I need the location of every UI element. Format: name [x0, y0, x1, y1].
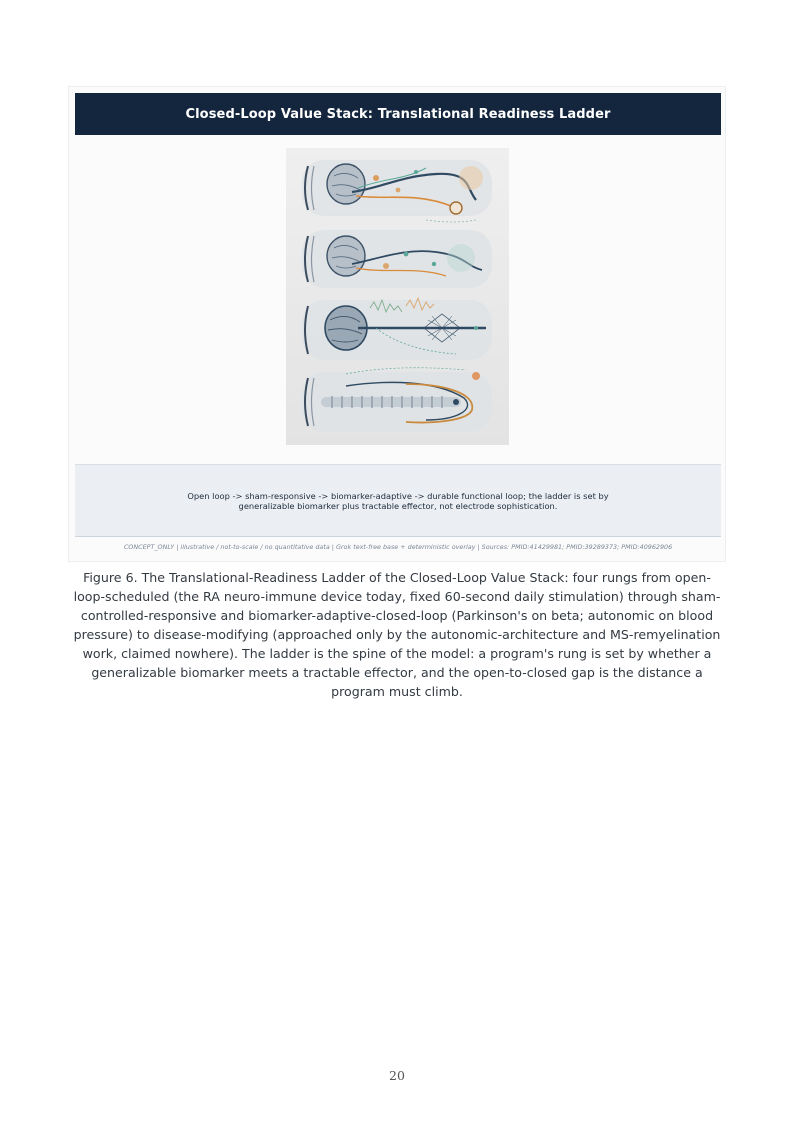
page-number: 20: [389, 1068, 405, 1083]
figure-caption: Figure 6. The Translational-Readiness Ladder of the Closed-Loop Value Stack: four rungs from open-loop-scheduled (the RA neuro-immune device today, fixed 60-second daily stimulation) through sham-controlled-responsive and biomarker-adaptive-closed-loop (Parkinson's on beta; autonomic on blood pressure) to disease-modifying (approached only by the autonomic-architecture and MS-remyelination work, claimed nowhere). The ladder is the spine of the model: a program's rung is set by whether a generalizable biomarker meets a tractable effector, and the open-to-closed gap is the distance a program must climb.: [73, 570, 721, 699]
figure-title: Closed-Loop Value Stack: Translational Readiness Ladder: [75, 93, 721, 135]
figure-frame: [68, 86, 726, 562]
illustration-neural-ladder: [286, 148, 509, 445]
rung-3-illustration: [302, 298, 492, 360]
rung-4-illustration: [302, 368, 492, 432]
figure-footer-note: CONCEPT_ONLY | illustrative / not-to-scale / no quantitative data | Grok text-free base + deterministic overlay | Sources: PMID:41429981; PMID:39289373; PMID:40962906: [123, 543, 673, 551]
rung-2-illustration: [302, 230, 492, 288]
rung-1-illustration: [302, 160, 492, 222]
figure-panel-text: [75, 464, 721, 537]
panel-text: Open loop -> sham-responsive -> biomarker-adaptive -> durable functional loop; the ladder is set by generalizable biomarker plus tractable effector, not electrode sophistication.: [187, 490, 609, 511]
